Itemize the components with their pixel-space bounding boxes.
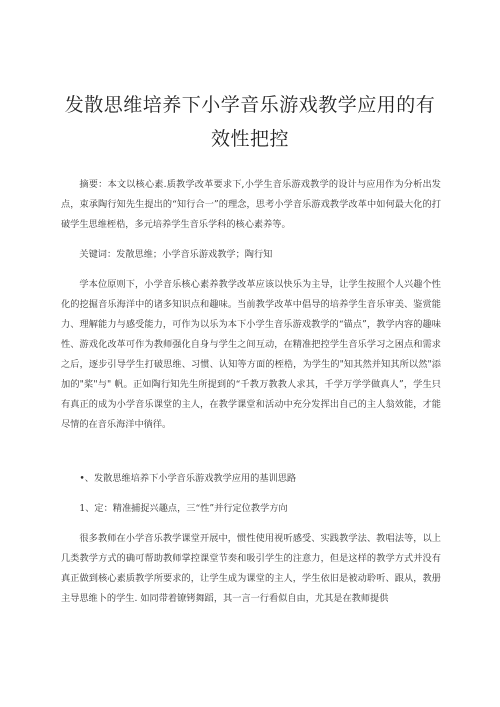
keywords-line: 关键词：发散思维；小学音乐游戏教学；陶行知 (79, 249, 273, 260)
subsection-heading-1: 1、定：精准捕捉兴趣点，三“性”并行定位教学方向 (79, 503, 288, 514)
body-paragraph-1: 学本位原则下，小学音乐核心素养教学改革应该以快乐为主导，让学生按照个人兴趣个性化的挖掘音乐海洋中的诸多知识点和趣味。当前教学改革中倡导的培养学生音乐审美、鉴赏能力、理解能力与感受能力，可作为以乐为本下小学生音乐游戏教学的“锚点”，教学内容的趣味性、游戏化改革可作为教师强化自身与学生之间互动，在精准把控学生音乐学习之困点和需求之后，逐步引导学生打破思维、习惯、认知等方面的桎梏，为学生的"知其然并知其所以然"添加的"桨"与" 帆。正如陶行知先生所提到的“千教万教教人求其，千学万学学做真人”，学生只有真正的成为小学音乐课堂的主人，在教学课堂和活动中充分发挥出自己的主人翁效能，才能尽情的在音乐海洋中徜徉。 (61, 279, 441, 430)
section-heading-1: •、发散思维培养下小学音乐游戏教学应用的基训思路 (79, 473, 297, 484)
body-paragraph-2: 很多教师在小学音乐教学课堂开展中，惯性使用视听感受、实践教学法、教唱法等，以上几类教学方式的确可帮助教师掌控课堂节奏和吸引学生的注意力，但是这样的教学方式并没有真正做到核心素质教学所要求的，让学生成为课堂的主人，学生依旧是被动聆听、跟从，教册主导思维卜的学生. 如同带着镣铐舞蹈，其一言一行看似自由，尤其是在教师提供 (61, 533, 441, 604)
abstract-paragraph: 摘要：本文以核心素.质教学改革要求下,小学生音乐游戏教学的设计与应用作为分析出发点，束承陶行知先生提出的“知行合一”的理念，思考小学音乐游戏教学改革中如何最大化的打破学生思维桎梏，多元培养学生音乐学科的核心素养等。 (61, 179, 441, 230)
document-title: 发散思维培养下小学音乐游戏教学应用的有效性把控 (64, 94, 436, 150)
